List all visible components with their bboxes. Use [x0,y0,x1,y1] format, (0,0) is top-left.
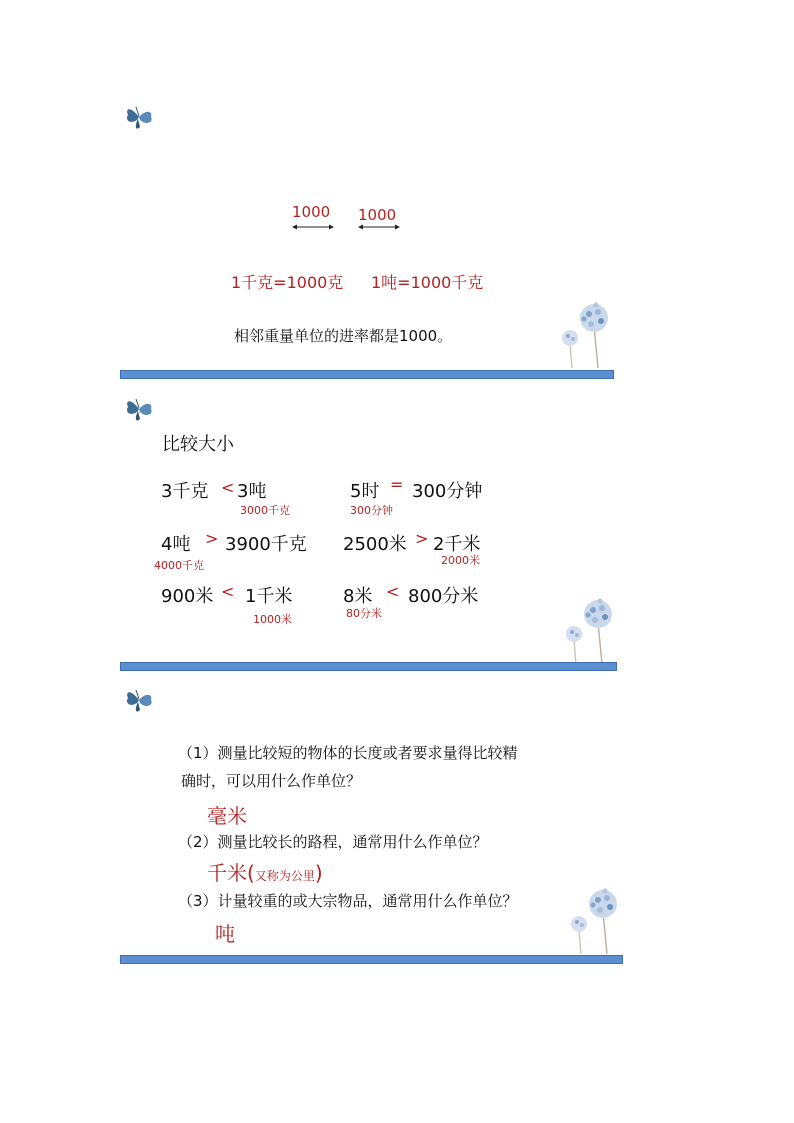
compare-left: 3千克 [161,481,209,502]
compare-hint: 2000米 [441,554,480,567]
compare-right: 3900千克 [225,534,307,555]
arrow2-label: 1000 [358,206,397,224]
compare-hint: 4000千克 [154,559,204,572]
double-arrow-icon [292,223,334,231]
equation-kg-g: 1千克=1000克 [231,273,344,292]
compare-left: 2500米 [343,534,407,555]
compare-right: 300分钟 [412,481,483,502]
butterfly-icon [124,101,154,131]
compare-hint: 1000米 [253,613,292,626]
compare-right: 800分米 [408,586,479,607]
dandelion-flower-icon [560,592,620,664]
compare-right: 2千米 [433,534,481,555]
compare-right: 3吨 [237,481,267,502]
answer-2 [207,857,323,886]
dandelion-flower-icon [565,882,625,954]
question-1-line2: 确时，可以用什么作单位？ [181,772,362,790]
summary-text: 相邻重量单位的进率都是1000。 [234,327,453,345]
compare-sign: < [221,582,235,601]
answer-2-note: 又称为公里 [254,869,315,883]
divider-bar [120,662,617,671]
compare-sign: > [205,529,219,548]
question-1-line1: （1）测量比较短的物体的长度或者要求量得比较精 [178,744,518,762]
compare-left: 8米 [343,586,373,607]
answer-3: 吨 [215,922,235,946]
compare-hint: 3000千克 [240,504,290,517]
compare-hint: 80分米 [346,607,382,620]
section-title: 比较大小 [162,434,234,455]
compare-sign: < [221,478,235,497]
compare-left: 900米 [161,586,214,607]
answer-1: 毫米 [207,804,247,828]
butterfly-icon [124,393,154,423]
equation-t-kg: 1吨=1000千克 [371,273,484,292]
compare-sign: > [415,529,429,548]
dandelion-flower-icon [556,296,616,368]
compare-sign: < [386,582,400,601]
double-arrow-icon [358,223,400,231]
question-2: （2）测量比较长的路程，通常用什么作单位？ [178,833,488,851]
compare-sign: = [390,475,404,494]
answer-2-close: ) [314,861,323,885]
compare-right: 1千米 [245,586,293,607]
butterfly-icon [124,684,154,714]
divider-bar [120,955,623,964]
compare-left: 5时 [350,481,380,502]
compare-left: 4吨 [161,534,191,555]
question-3: （3）计量较重的或大宗物品，通常用什么作单位？ [178,892,518,910]
compare-hint: 300分钟 [350,504,393,517]
answer-2-main: 千米( [207,861,255,885]
arrow1-label: 1000 [292,203,331,221]
divider-bar [120,370,614,379]
